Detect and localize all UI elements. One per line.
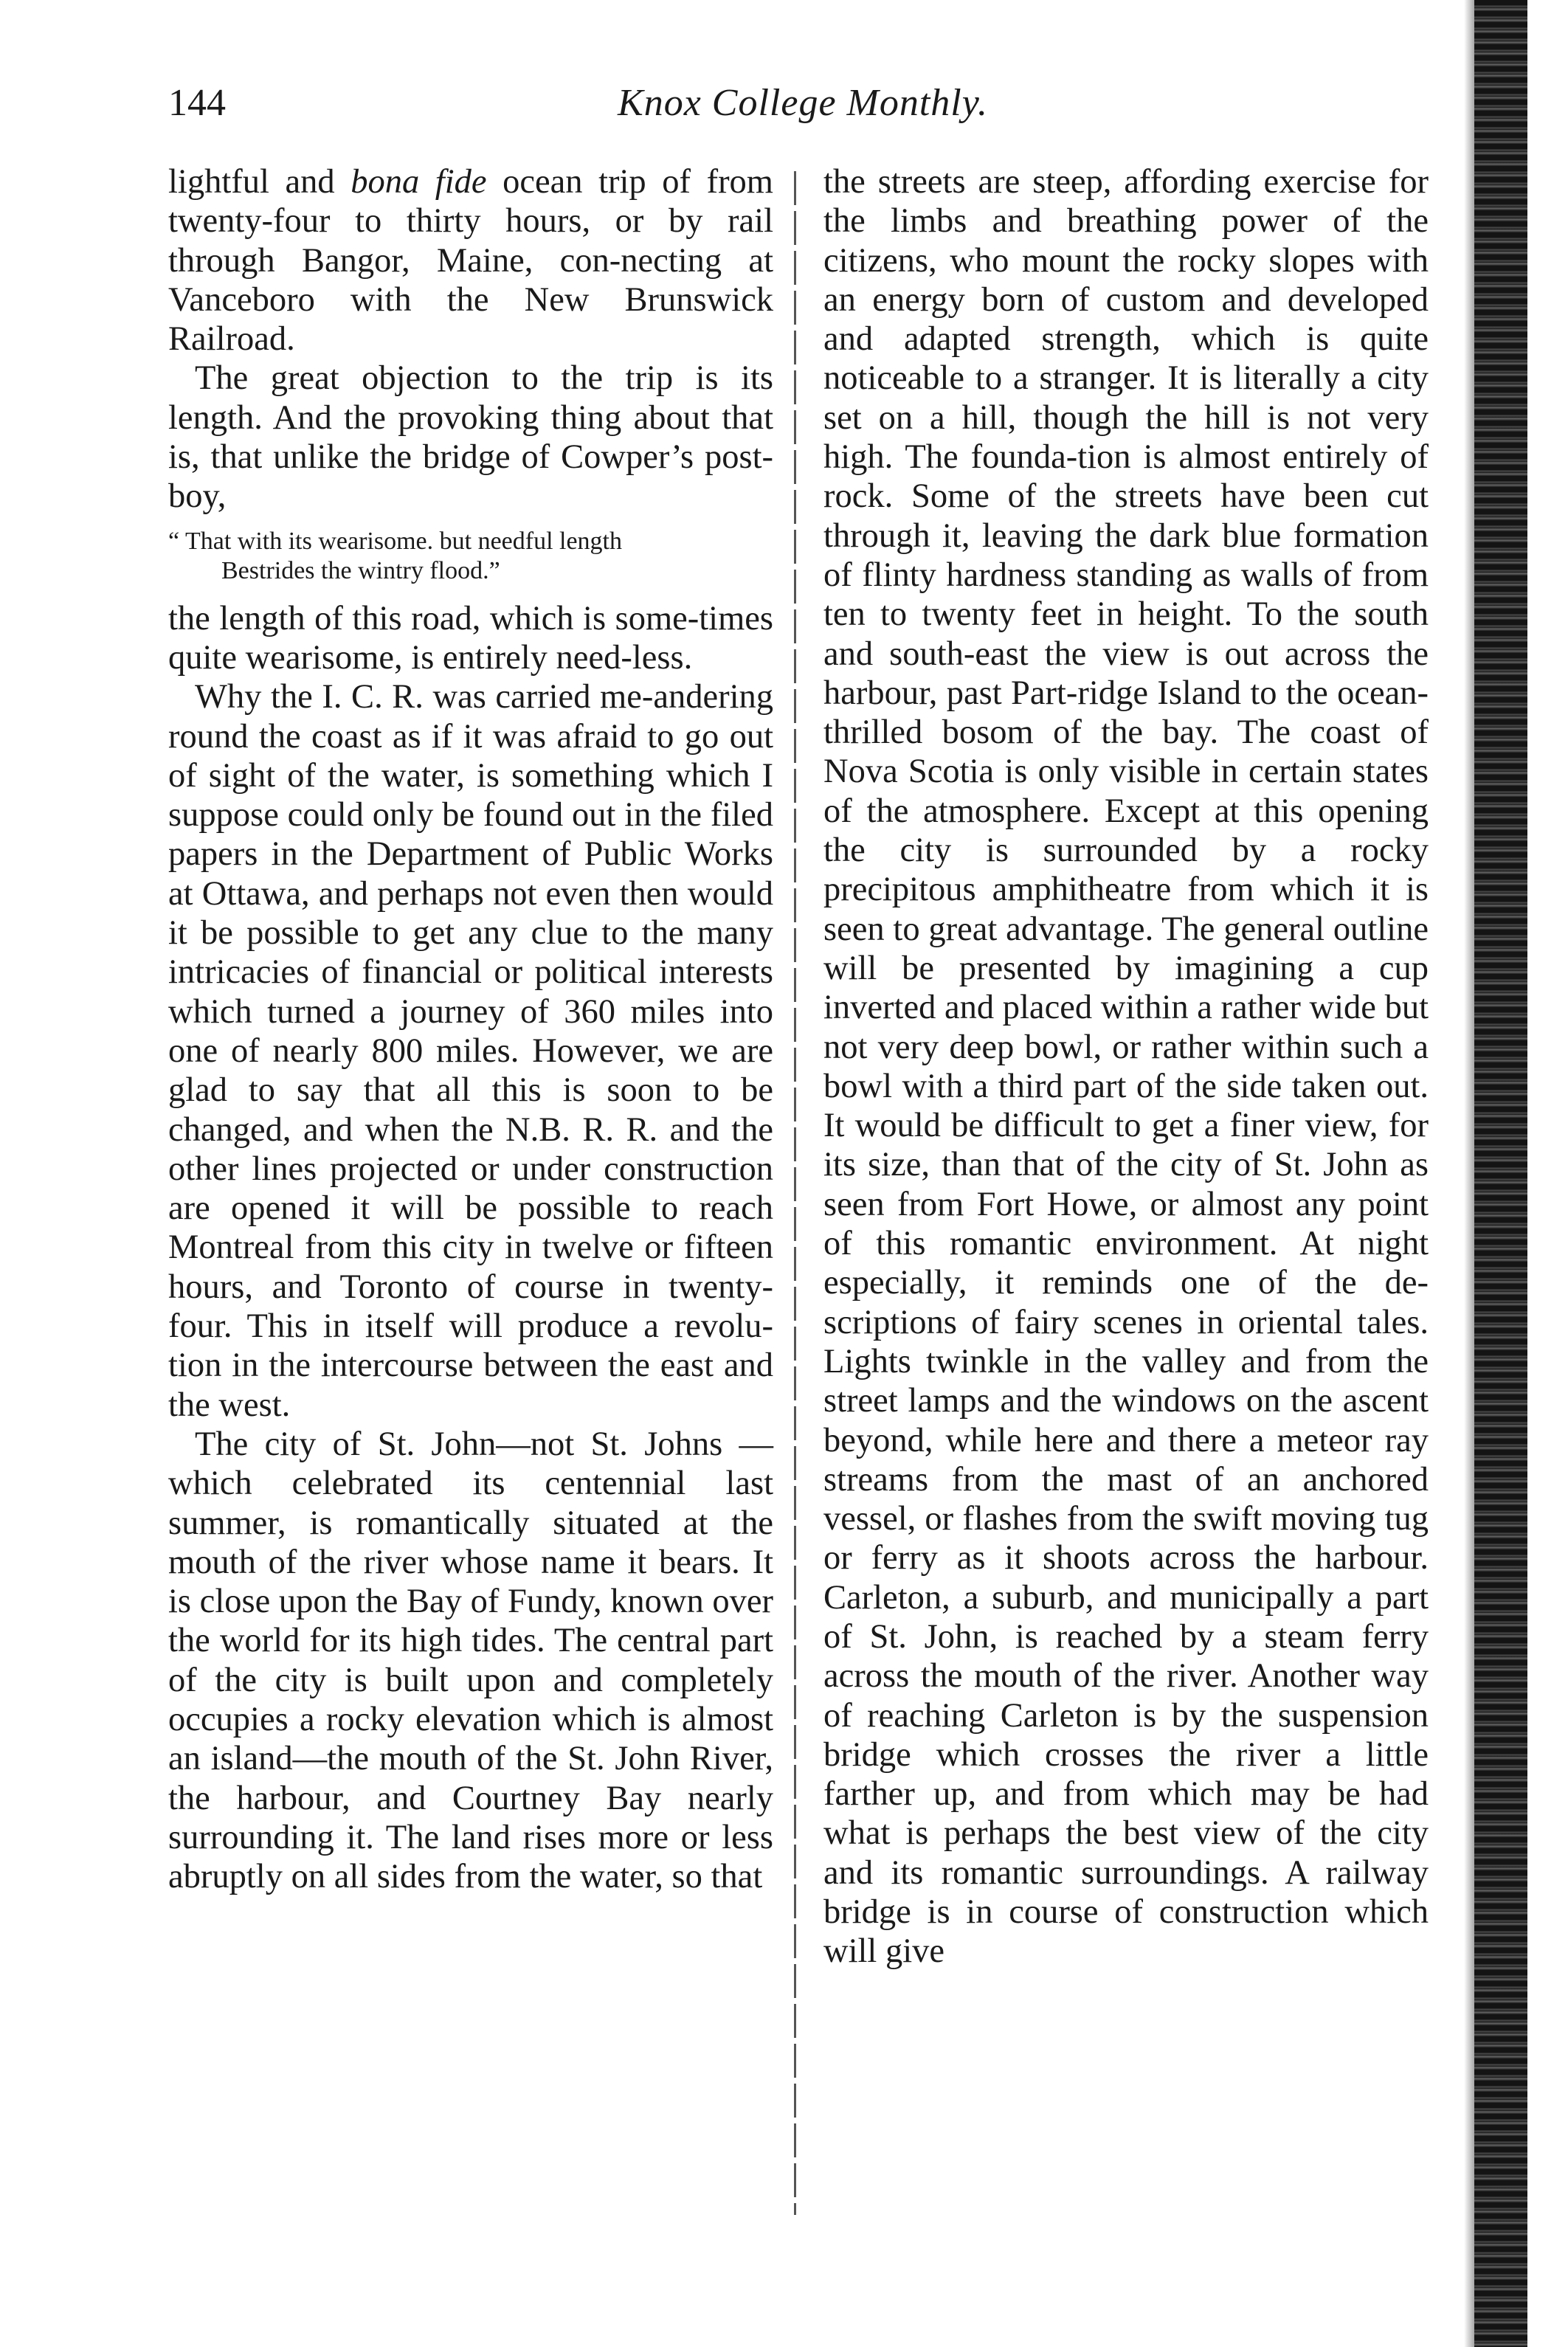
running-head: Knox College Monthly. xyxy=(618,82,988,124)
verse-line: Bestrides the wintry flood.” xyxy=(221,556,500,584)
scan-binding-edge xyxy=(1474,0,1527,2347)
text-span: lightful and xyxy=(168,163,351,201)
left-column xyxy=(168,162,773,1896)
paragraph: The great objection to the trip is its length. And the provoking thing about that is, that unlike the bridge of Cowper’s post-boy, xyxy=(168,359,773,516)
text-span: ocean trip of from twenty-four to thirty hours, or by rail through Bangor, Maine, con-necting at Vanceboro with the New Brunswick Railroad. xyxy=(168,163,773,359)
paragraph: Why the I. C. R. was carried me-andering round the coast as if it was afraid to go out of sight of the water, is something which I suppose could only be found out in the filed papers in the Department of Public Works at Ottawa, and perhaps not even then would it be possible to get any clue to the many intricacies of financial or political interests which turned a journey of 360 miles into one of nearly 800 miles. However, we are glad to say that all this is soon to be changed, and when the N.B. R. R. and the other lines projected or under construction are opened it will be possible to reach Montreal from this city in twelve or fifteen hours, and Toronto of course in twenty-four. This in itself will produce a revolu-tion in the intercourse between the east and the west. xyxy=(168,678,773,1424)
italic-phrase: bona fide xyxy=(350,163,487,201)
column-rule xyxy=(794,171,796,2215)
verse-quote xyxy=(168,527,773,586)
paragraph-continued xyxy=(168,162,773,359)
paragraph-continued: the streets are steep, affording exercise for the limbs and breathing power of the citizens, who mount the rocky slopes with an energy born of custom and developed and adapted strength, which is quite noticeable to a stranger. It is literally a city set on a hill, though the hill is not very high. The founda-tion is almost entirely of rock. Some of the streets have been cut through it, leaving the dark blue formation of flinty hardness standing as walls of from ten to twenty feet in height. To the south and south-east the view is out across the harbour, past Part-ridge Island to the ocean-thrilled bosom of the bay. The coast of Nova Scotia is only visible in certain states of the atmosphere. Except at this opening the city is surrounded by a rocky precipitous amphitheatre from which it is seen to great advantage. The general outline will be presented by imagining a cup inverted and placed within a rather wide but not very deep bowl, or rather within such a bowl with a third part of the side taken out. It would be difficult to get a finer view, for its size, than that of the city of St. John as seen from Fort Howe, or almost any point of this romantic environment. At night especially, it reminds one of the de-scriptions of fairy scenes in oriental tales. Lights twinkle in the valley and from the street lamps and the windows on the ascent beyond, while here and there a meteor ray streams from the mast of an anchored vessel, or flashes from the swift moving tug or ferry as it shoots across the harbour. Carleton, a suburb, and municipally a part of St. John, is reached by a steam ferry across the mouth of the river. Another way of reaching Carleton is by the suspension bridge which crosses the river a little farther up, and from which may be had what is perhaps the best view of the city and its romantic surroundings. A railway bridge is in course of construction which will give xyxy=(823,163,1429,1971)
page-number: 144 xyxy=(168,82,226,124)
verse-line: “ That with its wearisome. but needful length xyxy=(168,527,623,555)
page-header xyxy=(168,81,1437,140)
paragraph: the length of this road, which is some-times quite wearisome, is entirely need-less. xyxy=(168,599,773,677)
paragraph: The city of St. John—not St. Johns —which celebrated its centennial last summer, is romantically situated at the mouth of the river whose name it bears. It is close upon the Bay of Fundy, known over the world for its high tides. The central part of the city is built upon and completely occupies a rocky elevation which is almost an island—the mouth of the St. John River, the harbour, and Courtney Bay nearly surrounding it. The land rises more or less abruptly on all sides from the water, so that xyxy=(168,1425,773,1896)
right-column xyxy=(823,162,1429,1971)
